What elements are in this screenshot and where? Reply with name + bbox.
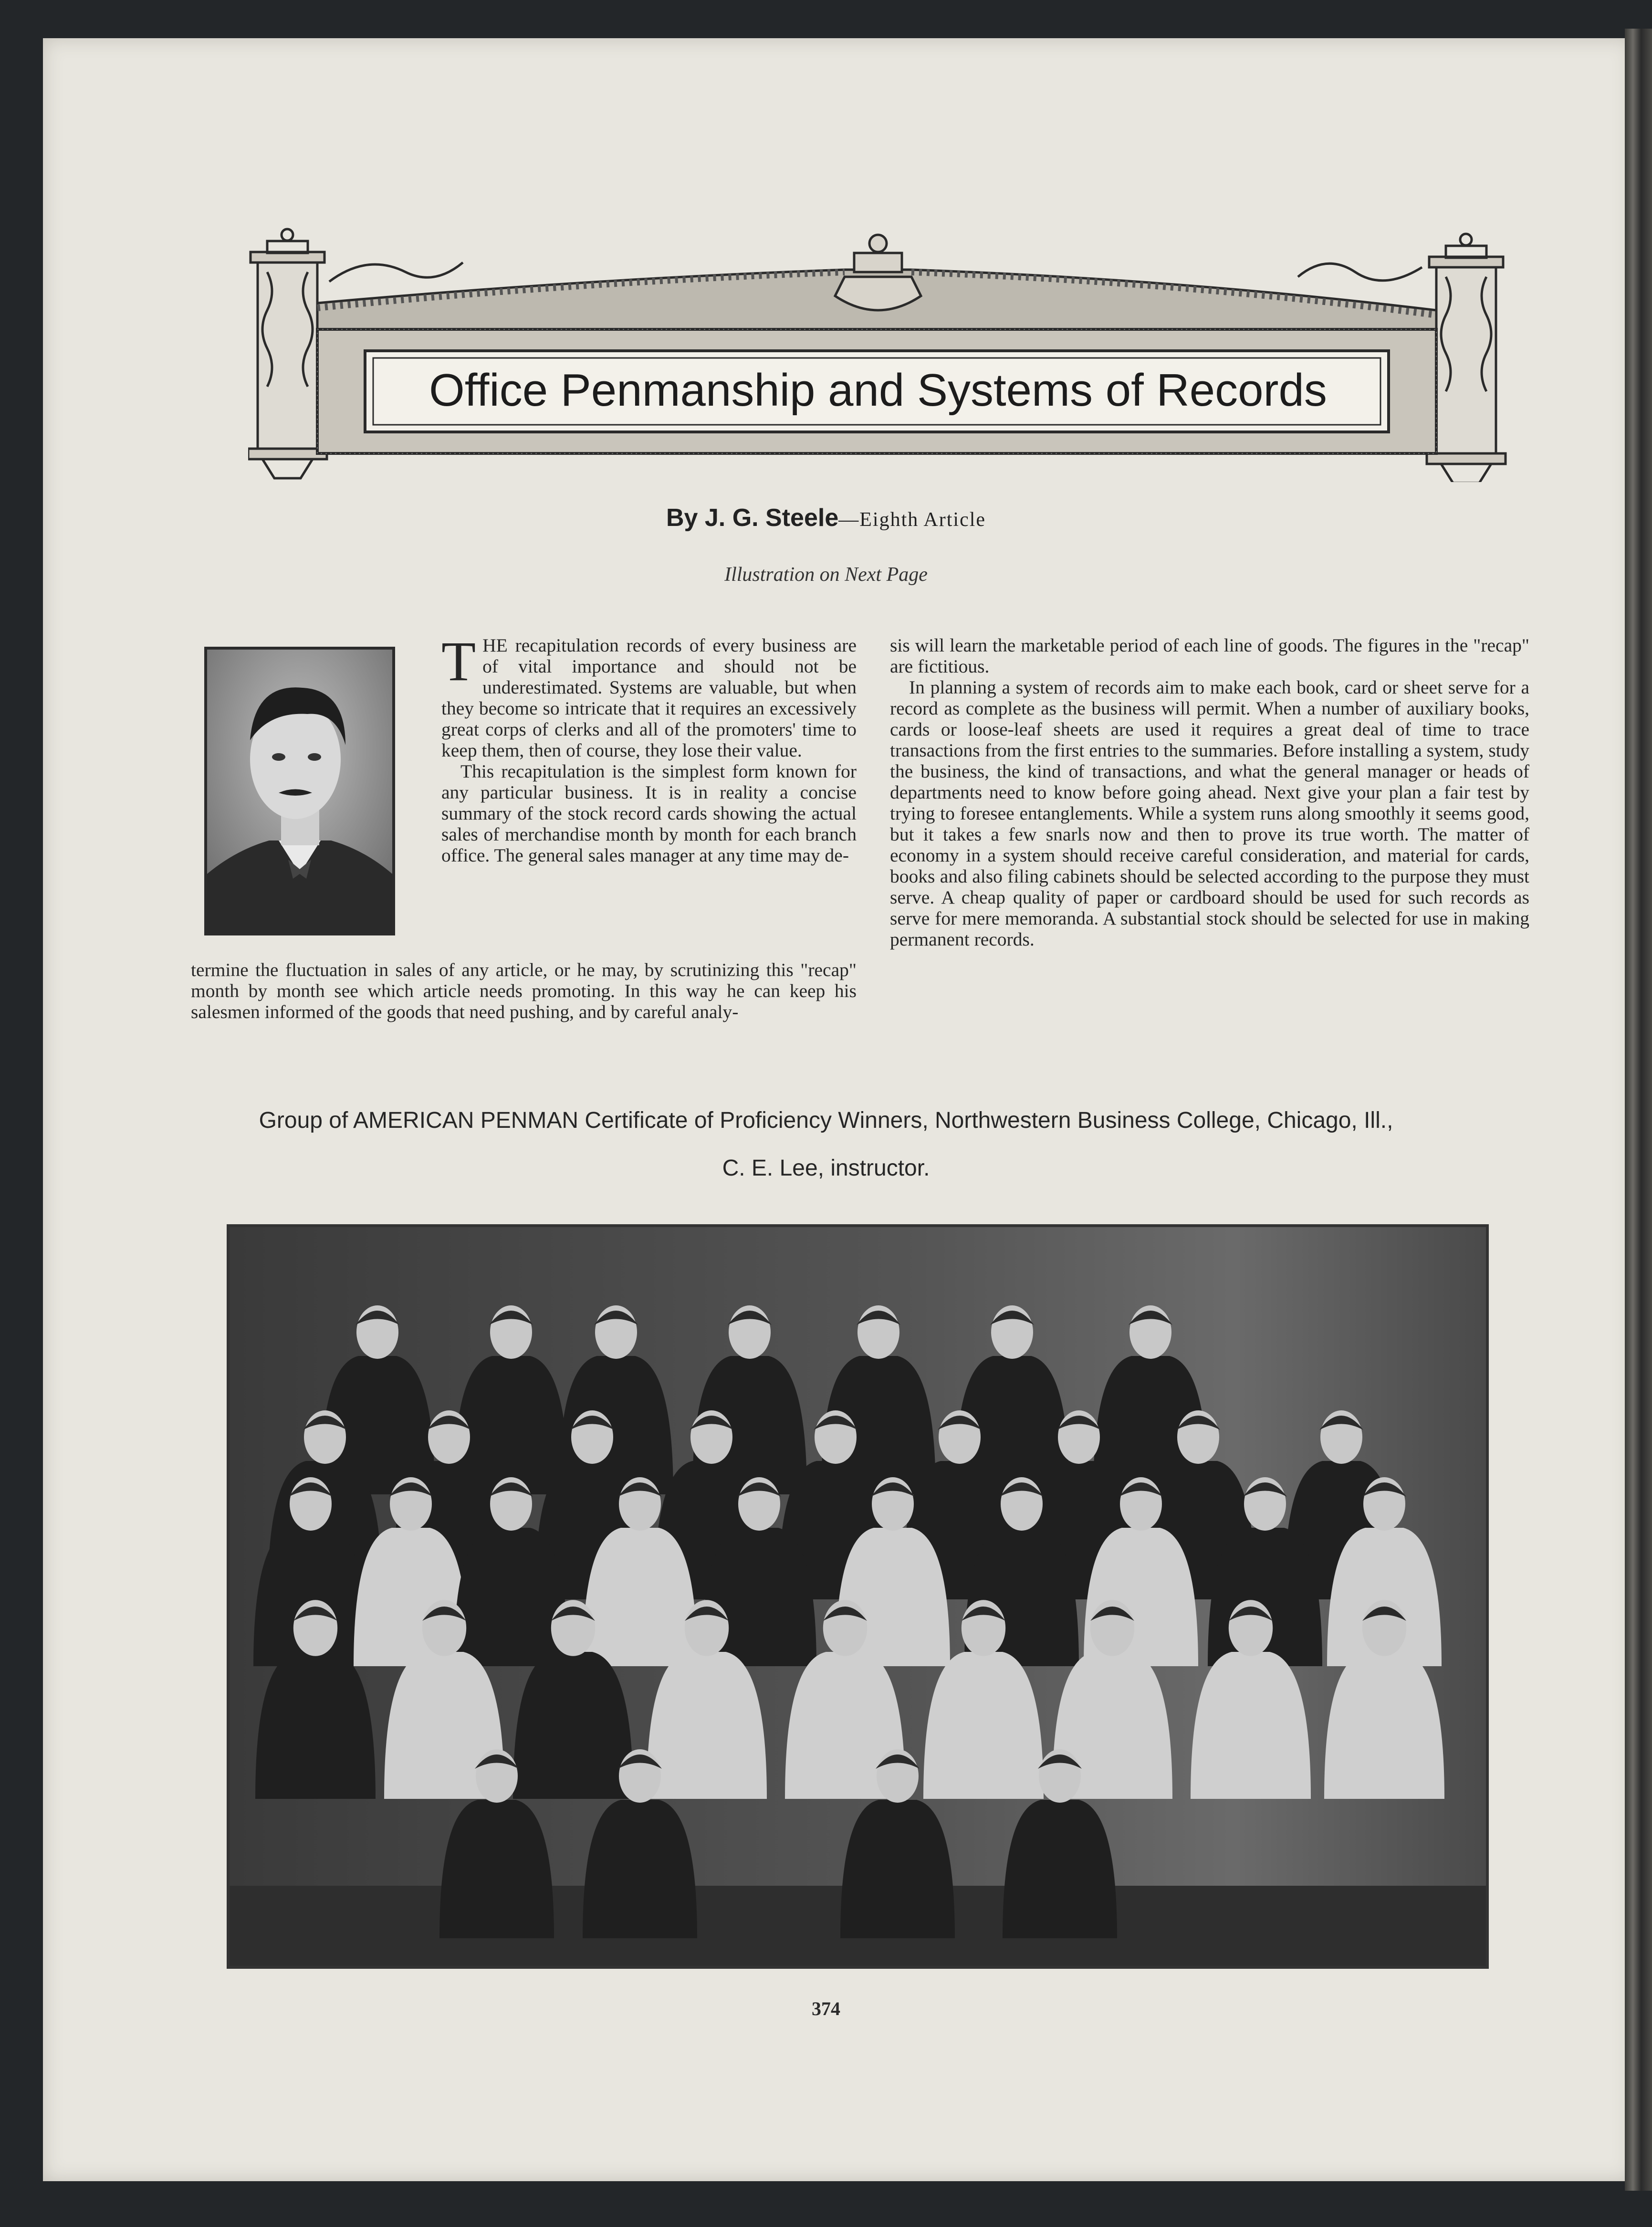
- page-title: Office Penmanship and Systems of Records: [429, 365, 1327, 416]
- person-body: [583, 1800, 697, 1938]
- person-body: [439, 1800, 554, 1938]
- article-paragraph: This recapitulation is the simplest form known for any particular business. It is in reality a concise summary of the stock record cards showing the actual sales of merchandise month by month for each branch office. The general sales manager at any time may de-: [441, 761, 857, 866]
- person-body: [923, 1652, 1044, 1799]
- author-name: By J. G. Steele: [666, 504, 839, 532]
- article-paragraph: In planning a system of records aim to make each book, card or sheet serve for a record as complete as the business will permit. When a number of auxiliary books, cards or loose-leaf sheets are used it requires a great deal of time to trace transactions from the first entries to the summaries. Before installing a system, study the business, the kind of transactions, and what the general manager or heads of departments need to know before going ahead. Next give your plan a fair test by trying to foresee entanglements. While a system runs along smoothly it seems good, but it takes a few snarls now and then to prove its true worth. The matter of economy in a system should receive careful consideration, and material for cards, books and also filing cabinets should be selected according to the purpose they must serve. A cheap quality of paper or cardboard should be used for such records as serve for mere memoranda. A substantial stock should be selected for use in making permanent records.: [890, 677, 1529, 950]
- byline: [0, 504, 1652, 532]
- author-portrait: [204, 647, 395, 935]
- right-pillar-ornament: [1427, 234, 1506, 482]
- person-body: [583, 1528, 697, 1666]
- person-body: [1003, 1800, 1117, 1938]
- person-body: [454, 1528, 568, 1666]
- person-body: [1191, 1652, 1311, 1799]
- page-number: 374: [812, 1998, 840, 2019]
- person-body: [1324, 1652, 1444, 1799]
- ornamental-header-banner: [248, 224, 1508, 482]
- article-column-2: [890, 635, 1529, 950]
- article-paragraph: termine the fluctuation in sales of any article, or he may, by scrutinizing this "recap" month by month see which article needs promoting. In this way he can keep his salesmen informed of the goods that need pushing, and by careful analy-: [191, 959, 857, 1022]
- group-photograph: [227, 1224, 1489, 1969]
- photo-caption: Group of AMERICAN PENMAN Certificate of Proficiency Winners, Northwestern Business College, Chicago, Ill.,: [259, 1108, 1393, 1133]
- drop-cap: T: [441, 630, 476, 693]
- pediment-ornament: [317, 235, 1436, 344]
- photo-caption-instructor: C. E. Lee, instructor.: [722, 1156, 930, 1181]
- person-body: [647, 1652, 767, 1799]
- article-series: —Eighth Article: [838, 509, 986, 531]
- left-pillar-ornament: [248, 229, 327, 478]
- person-body: [513, 1652, 633, 1799]
- person-body: [255, 1652, 376, 1799]
- article-paragraph: sis will learn the marketable period of each line of goods. The figures in the "recap" are fictitious.: [890, 635, 1529, 677]
- article-paragraph: HE recapitulation records of every business are of vital importance and should not be underestimated. Systems are valuable, but when they become so intricate that it requires an excessively great corps of clerks and all of the promoters' time to keep them, then of course, they lose their value.: [441, 635, 857, 761]
- person-body: [840, 1800, 955, 1938]
- article-column-1: [441, 630, 857, 866]
- illustration-note: Illustration on Next Page: [724, 564, 928, 586]
- article-column-1-tail: [191, 959, 857, 1022]
